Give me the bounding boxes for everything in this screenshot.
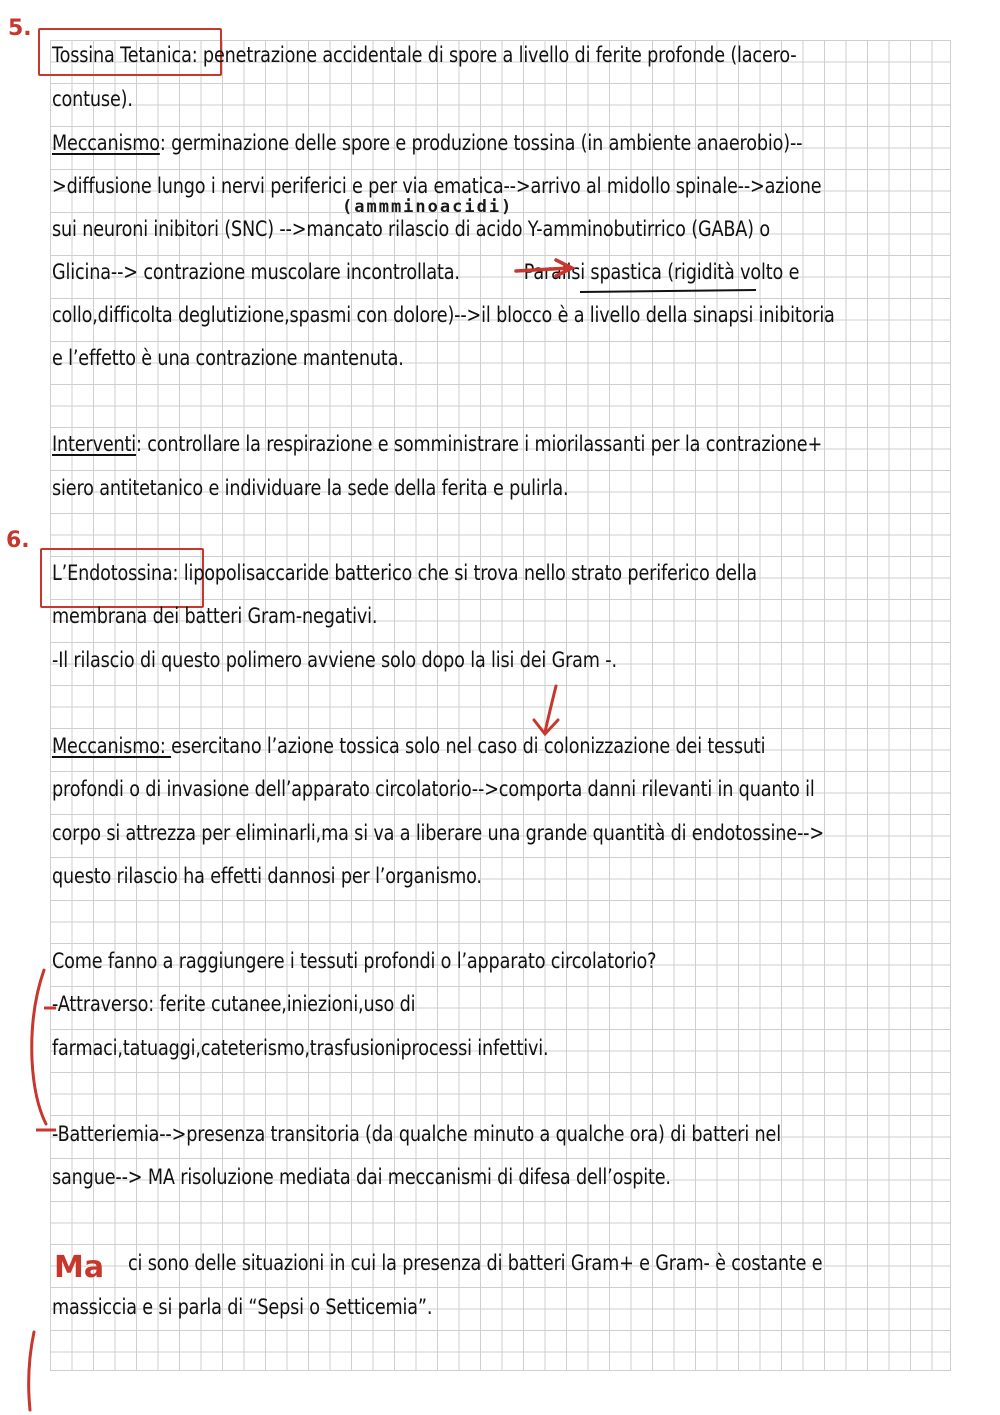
text-line: siero antitetanico e individuare la sede della ferita e pulirla. (52, 476, 569, 500)
handwritten-annotation: (ammminoacidi) (342, 197, 514, 217)
text-line: Meccanismo: esercitano l’azione tossica solo nel caso di colonizzazione dei tessuti (52, 734, 766, 758)
text-line: ci sono delle situazioni in cui la presenza di batteri Gram+ e Gram- è costante e (128, 1251, 823, 1275)
text-line: Meccanismo: germinazione delle spore e produzione tossina (in ambiente anaerobio)-- (52, 131, 803, 155)
text-line: membrana dei batteri Gram-negativi. (52, 604, 378, 628)
text-line: Glicina--> contrazione muscolare incontrollata. Paralisi spastica (rigidità volto e (52, 260, 800, 284)
text-line: >diffusione lungo i nervi periferici e per via ematica-->arrivo al midollo spinale-->azione (52, 174, 822, 198)
text-line: contuse). (52, 87, 133, 111)
text-line: massiccia e si parla di “Sepsi o Setticemia”. (52, 1295, 433, 1319)
text-line: e l’effetto è una contrazione mantenuta. (52, 346, 404, 370)
text-line: questo rilascio ha effetti dannosi per l’organismo. (52, 864, 482, 888)
text-line: -Batteriemia-->presenza transitoria (da qualche minuto a qualche ora) di batteri nel (52, 1122, 781, 1146)
handwritten-ma: Ma (54, 1250, 105, 1285)
text-line: sangue--> MA risoluzione mediata dai meccanismi di difesa dell’ospite. (52, 1165, 671, 1189)
text-line: profondi o di invasione dell’apparato circolatorio-->comporta danni rilevanti in quanto il (52, 777, 815, 801)
text-line: farmaci,tatuaggi,cateterismo,trasfusioniprocessi infettivi. (52, 1036, 549, 1060)
text-line: Come fanno a raggiungere i tessuti profondi o l’apparato circolatorio? (52, 949, 657, 973)
text-line: sui neuroni inibitori (SNC) -->mancato rilascio di acido Y-amminobutirrico (GABA) o (52, 217, 770, 241)
text-line: collo,difficolta deglutizione,spasmi con dolore)-->il blocco è a livello della sinapsi inibitoria (52, 303, 835, 327)
red-down-arrow-icon (534, 686, 558, 734)
text-line: -Attraverso: ferite cutanee,iniezioni,uso di (52, 992, 416, 1016)
underline-stroke (580, 290, 756, 292)
text-line: corpo si attrezza per eliminarli,ma si va a liberare una grande quantità di endotossine--> (52, 821, 824, 845)
red-bracket (32, 970, 46, 1124)
text-line: Interventi: controllare la respirazione e somministrare i miorilassanti per la contrazione+ (52, 432, 823, 456)
red-arrow-icon (516, 260, 572, 276)
text-line: -Il rilascio di questo polimero avviene solo dopo la lisi dei Gram -. (52, 648, 617, 672)
text-line: Tossina Tetanica: penetrazione accidentale di spore a livello di ferite profonde (lacero- (52, 43, 797, 67)
paralisi-spastica: Paralisi spastica (523, 260, 662, 284)
text-line: L’Endotossina: lipopolisaccaride batterico che si trova nello strato periferico della (52, 561, 757, 585)
section-title: Tossina Tetanica: (52, 43, 198, 67)
section-number-5: 5. (8, 16, 32, 41)
label-meccanismo: Meccanismo: (52, 734, 172, 758)
section-title: L’Endotossina: (52, 561, 179, 585)
red-bracket (29, 1332, 34, 1410)
section-number-6: 6. (6, 528, 30, 553)
label-meccanismo: Meccanismo (52, 131, 160, 155)
label-interventi: Interventi (52, 432, 137, 456)
